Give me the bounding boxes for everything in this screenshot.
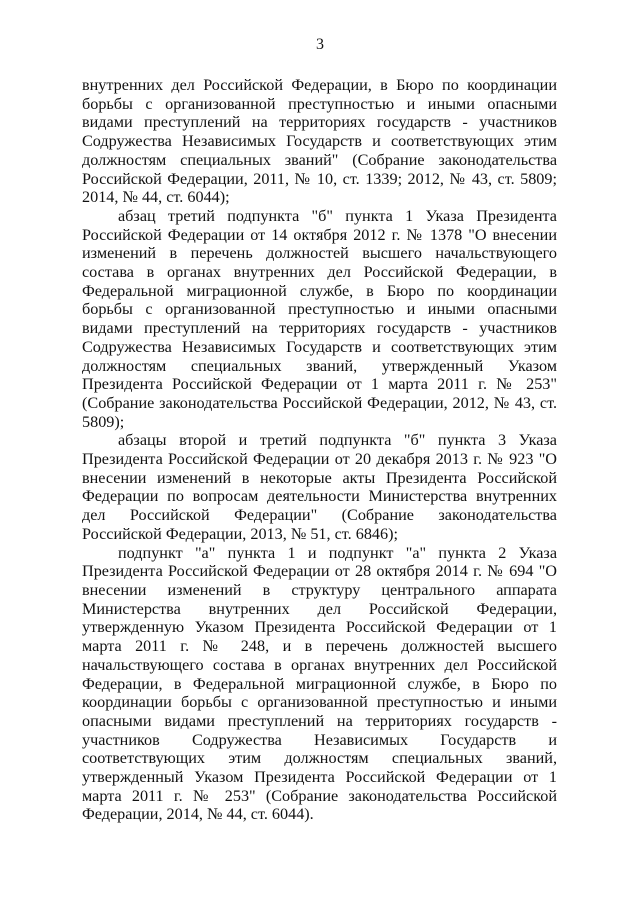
paragraph-item: абзацы второй и третий подпункта "б" пункта 3 Указа Президента Российской Федерации от 20 декабря 2013 г. № 923 "О внесении изменений в некоторые акты Президента Российской Федерации по вопросам деятельности Министерства внутренних дел Российской Федерации" (Собрание законодательства Российской Федерации, 2013, № 51, ст. 6846); [82, 431, 557, 543]
page-number: 3 [316, 36, 324, 53]
paragraph-item: подпункт "а" пункта 1 и подпункт "а" пункта 2 Указа Президента Российской Федерации от 28 октября 2014 г. № 694 "О внесении изменений в структуру центрального аппарата Министерства внутренних дел Российской Федерации, утвержденную Указом Президента Российской Федерации от 1 марта 2011 г. № 248, и в перечень должностей высшего начальствующего состава в органах внутренних дел Российской Федерации, в Федеральной миграционной службе, в Бюро по координации борьбы с организованной преступностью и иными опасными видами преступлений на территориях государств - участников Содружества Независимых Государств и соответствующих этим должностям специальных званий, утвержденный Указом Президента Российской Федерации от 1 марта 2011 г. № 253" (Собрание законодательства Российской Федерации, 2014, № 44, ст. 6044). [82, 543, 557, 824]
paragraph-item: абзац третий подпункта "б" пункта 1 Указа Президента Российской Федерации от 14 октября 2012 г. № 1378 "О внесении изменений в перечень должностей высшего начальствующего состава в органах внутренних дел Российской Федерации, в Федеральной миграционной службе, в Бюро по координации борьбы с организованной преступностью и иными опасными видами преступлений на территориях государств - участников Содружества Независимых Государств и соответствующих этим должностям специальных званий, утвержденный Указом Президента Российской Федерации от 1 марта 2011 г. № 253" (Собрание законодательства Российской Федерации, 2012, № 43, ст. 5809); [82, 206, 557, 431]
document-body [82, 76, 557, 824]
paragraph-continuation: внутренних дел Российской Федерации, в Бюро по координации борьбы с организованной преступностью и иными опасными видами преступлений на территориях государств - участников Содружества Независимых Государств и соответствующих этим должностям специальных званий" (Собрание законодательства Российской Федерации, 2011, № 10, ст. 1339; 2012, № 43, ст. 5809; 2014, № 44, ст. 6044); [82, 76, 557, 207]
